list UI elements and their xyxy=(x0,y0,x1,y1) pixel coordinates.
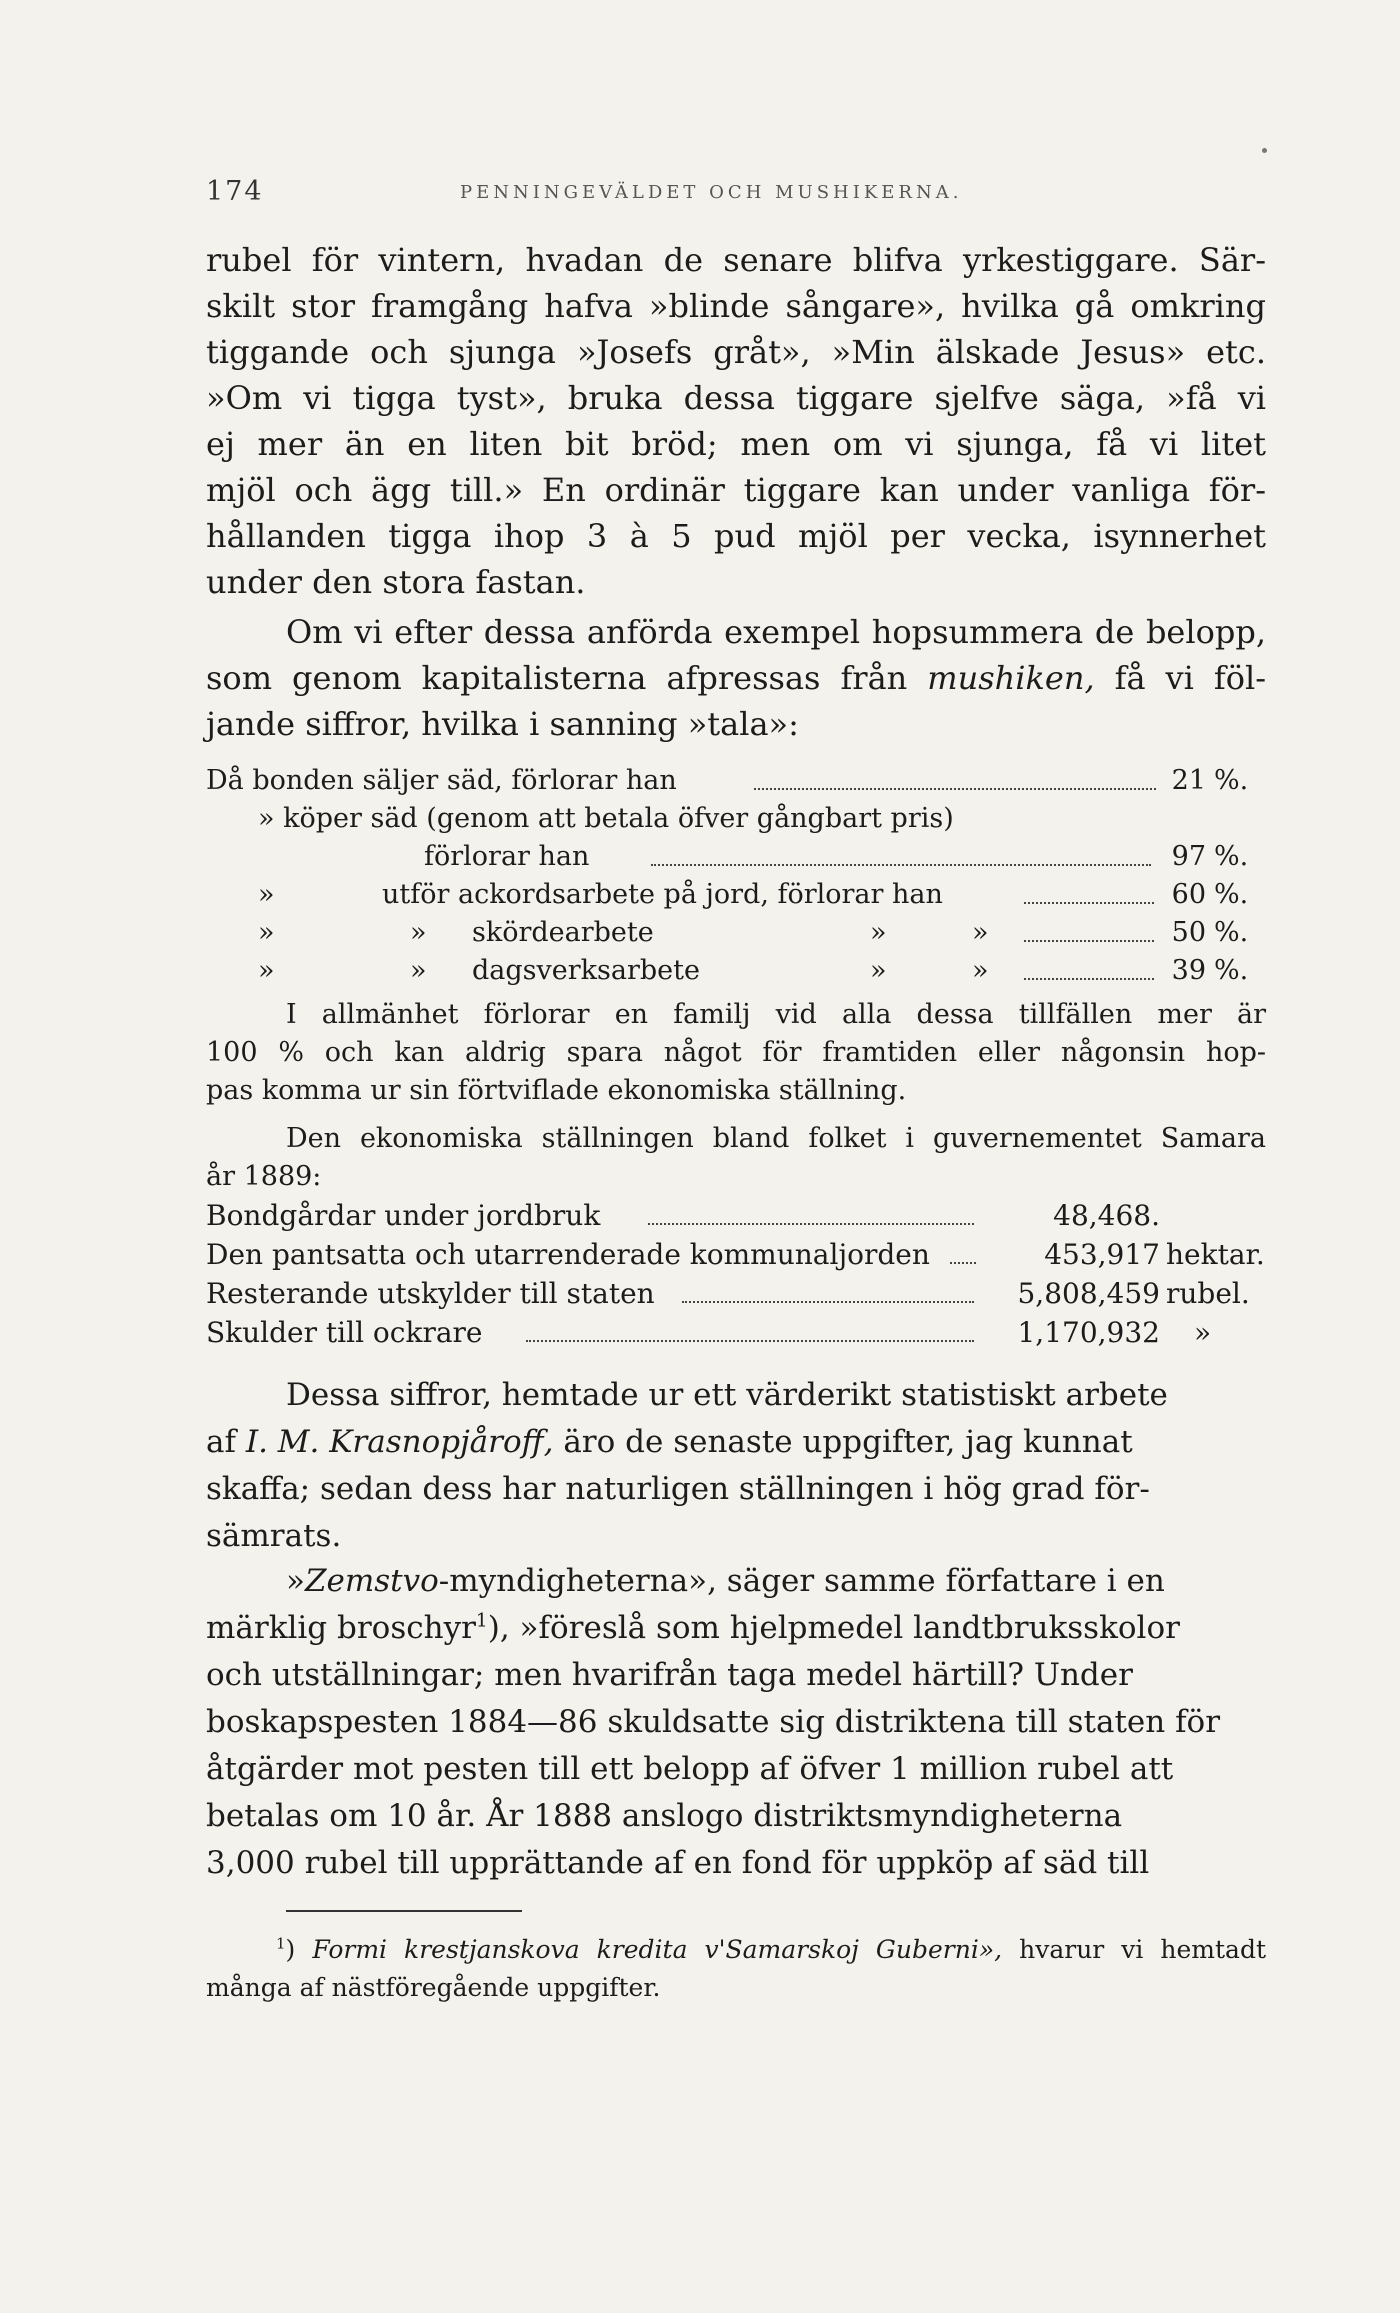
text-line: tiggande och sjunga »Josefs gråt», »Min älskade Jesus» etc. xyxy=(206,333,1266,371)
text-line: Den ekonomiska ställningen bland folket i guvernementet Samara xyxy=(286,1123,1266,1154)
footnote-line xyxy=(206,1931,1266,1969)
text-line: rubel för vintern, hvadan de senare blifva yrkestiggare. Sär- xyxy=(206,241,1266,279)
ditto-mark: » xyxy=(410,917,427,948)
economy-section xyxy=(206,1120,1266,1352)
text-segment: » xyxy=(286,1563,305,1599)
loss-row-ackord xyxy=(206,876,1266,914)
text-segment: märklig broschyr xyxy=(206,1610,476,1646)
italic-term: Zemstvo xyxy=(304,1563,439,1599)
economy-row-utskylder xyxy=(206,1274,1266,1313)
row-unit: %. xyxy=(1214,841,1249,872)
speck-mark xyxy=(1262,148,1267,153)
dot-leader xyxy=(526,1340,974,1342)
running-title: PENNINGEVÄLDET OCH MUSHIKERNA. xyxy=(460,182,963,203)
paragraph-tiggare xyxy=(206,237,1266,605)
text-line: Dessa siffror, hemtade ur ett värderikt statistiskt arbete xyxy=(286,1377,1168,1413)
dot-leader xyxy=(1024,978,1154,980)
text-line: Om vi efter dessa anförda exempel hopsummera de belopp, xyxy=(286,613,1266,651)
text-line: ej mer än en liten bit bröd; men om vi sjunga, få vi litet xyxy=(206,425,1266,463)
row-label: dagsverksarbete xyxy=(472,955,700,986)
row-label: skördearbete xyxy=(472,917,654,948)
paragraph-allmanhet xyxy=(206,996,1266,1110)
footnote-rule xyxy=(286,1910,522,1912)
paragraph-siffror xyxy=(206,1372,1266,1560)
text-line: jande siffror, hvilka i sanning »tala»: xyxy=(206,705,799,743)
row-unit: %. xyxy=(1214,955,1249,986)
text-line: pas komma ur sin förtviflade ekonomiska ställning. xyxy=(206,1075,907,1106)
text-line xyxy=(206,1605,1266,1652)
loss-table xyxy=(206,762,1266,990)
text-line: sämrats. xyxy=(206,1518,342,1554)
ditto-mark: » xyxy=(258,955,275,986)
dot-leader xyxy=(1024,902,1154,904)
ditto-mark: » xyxy=(972,955,989,986)
text-segment: hvarur vi hemtadt xyxy=(1019,1935,1267,1964)
text-line: I allmänhet förlorar en familj vid alla dessa tillfällen mer är xyxy=(286,999,1266,1030)
row-label: Resterande utskylder till staten xyxy=(206,1277,655,1310)
text-line: skilt stor framgång hafva »blinde sångare», hvilka gå omkring xyxy=(206,287,1266,325)
row-label: Den pantsatta och utarrenderade kommunaljorden xyxy=(206,1238,930,1271)
loss-row-koper xyxy=(206,800,1266,838)
paragraph-zemstvo xyxy=(206,1558,1266,1887)
row-value: 60 xyxy=(1171,879,1206,910)
row-value: 453,917 xyxy=(1044,1238,1160,1271)
dot-leader xyxy=(682,1301,974,1303)
row-value: 21 xyxy=(1171,765,1206,796)
text-line xyxy=(206,1419,1266,1466)
footnote xyxy=(206,1931,1266,2007)
row-unit: » xyxy=(1194,1316,1212,1349)
footnote-line: många af nästföregående uppgifter. xyxy=(206,1973,661,2002)
footnote-title: Formi krestjanskova kredita v'Samarskoj Guberni», xyxy=(312,1935,1003,1964)
page-header xyxy=(206,176,1266,216)
text-line: betalas om 10 år. År 1888 anslogo distriktsmyndigheterna xyxy=(206,1798,1123,1834)
text-line: och utställningar; men hvarifrån taga medel härtill? Under xyxy=(206,1657,1133,1693)
row-value: 1,170,932 xyxy=(1017,1316,1160,1349)
ditto-mark: » xyxy=(870,955,887,986)
text-segment: -myndigheterna», säger samme författare i en xyxy=(438,1563,1165,1599)
text-line: »Om vi tigga tyst», bruka dessa tiggare sjelfve säga, »få vi xyxy=(206,379,1266,417)
text-line: hållanden tigga ihop 3 à 5 pud mjöl per vecka, isynnerhet xyxy=(206,517,1266,555)
row-label: Skulder till ockrare xyxy=(206,1316,483,1349)
text-line: år 1889: xyxy=(206,1161,322,1192)
text-segment: äro de senaste uppgifter, jag kunnat xyxy=(563,1424,1133,1460)
footnote-marker: $^1$) xyxy=(276,1934,296,1964)
row-label: förlorar han xyxy=(424,841,590,872)
row-unit: hektar. xyxy=(1166,1238,1265,1271)
text-segment: få vi föl- xyxy=(1114,659,1266,697)
footnote-ref: 1 xyxy=(475,1610,488,1632)
row-unit: %. xyxy=(1214,879,1249,910)
text-line: åtgärder mot pesten till ett belopp af öfver 1 million rubel att xyxy=(206,1751,1174,1787)
row-value: 5,808,459 xyxy=(1017,1277,1160,1310)
dot-leader xyxy=(950,1262,976,1264)
economy-row-ockrare xyxy=(206,1313,1266,1352)
row-unit: %. xyxy=(1214,765,1249,796)
loss-row-saljer xyxy=(206,762,1266,800)
paragraph-hopsummera xyxy=(206,609,1266,747)
ditto-mark: » xyxy=(972,917,989,948)
text-segment: ), »föreslå som hjelpmedel landtbruksskolor xyxy=(487,1610,1180,1646)
row-unit: %. xyxy=(1214,917,1249,948)
ditto-mark: » xyxy=(870,917,887,948)
text-line: boskapspesten 1884—86 skuldsatte sig distriktena till staten för xyxy=(206,1704,1221,1740)
ditto-mark: » xyxy=(258,879,275,910)
economy-row-kommunaljorden xyxy=(206,1235,1266,1274)
row-label: Då bonden säljer säd, förlorar han xyxy=(206,765,677,796)
ditto-mark: » xyxy=(410,955,427,986)
text-segment: som genom kapitalisterna afpressas från xyxy=(206,659,908,697)
loss-row-skord xyxy=(206,914,1266,952)
author-name: I. M. Krasnopjåroff, xyxy=(245,1424,554,1460)
ditto-mark: » xyxy=(258,917,275,948)
text-line xyxy=(206,655,1266,701)
row-label: utför ackordsarbete på jord, förlorar han xyxy=(382,879,943,910)
loss-row-dagsverk xyxy=(206,952,1266,990)
text-line xyxy=(206,1558,1266,1605)
text-line: mjöl och ägg till.» En ordinär tiggare kan under vanliga för- xyxy=(206,471,1266,509)
economy-row-bondgardar xyxy=(206,1196,1266,1235)
row-label: » köper säd (genom att betala öfver gångbart pris) xyxy=(258,803,954,834)
dot-leader xyxy=(648,1223,974,1225)
dot-leader xyxy=(651,864,1151,866)
text-line: 3,000 rubel till upprättande af en fond för uppköp af säd till xyxy=(206,1845,1150,1881)
dot-leader xyxy=(1024,940,1154,942)
row-value: 39 xyxy=(1171,955,1206,986)
row-value: 50 xyxy=(1171,917,1206,948)
page-number: 174 xyxy=(206,176,264,207)
text-line: under den stora fastan. xyxy=(206,563,586,601)
italic-term: mushiken, xyxy=(927,659,1095,697)
dot-leader xyxy=(754,788,1156,790)
text-line: skaffa; sedan dess har naturligen ställningen i hög grad för- xyxy=(206,1471,1150,1507)
text-line: 100 % och kan aldrig spara något för framtiden eller någonsin hop- xyxy=(206,1037,1266,1068)
text-segment: af xyxy=(206,1424,236,1460)
loss-row-koper-forlorar xyxy=(206,838,1266,876)
row-value: 48,468. xyxy=(1053,1199,1160,1232)
row-value: 97 xyxy=(1171,841,1206,872)
row-label: Bondgårdar under jordbruk xyxy=(206,1199,601,1232)
row-unit: rubel. xyxy=(1166,1277,1250,1310)
